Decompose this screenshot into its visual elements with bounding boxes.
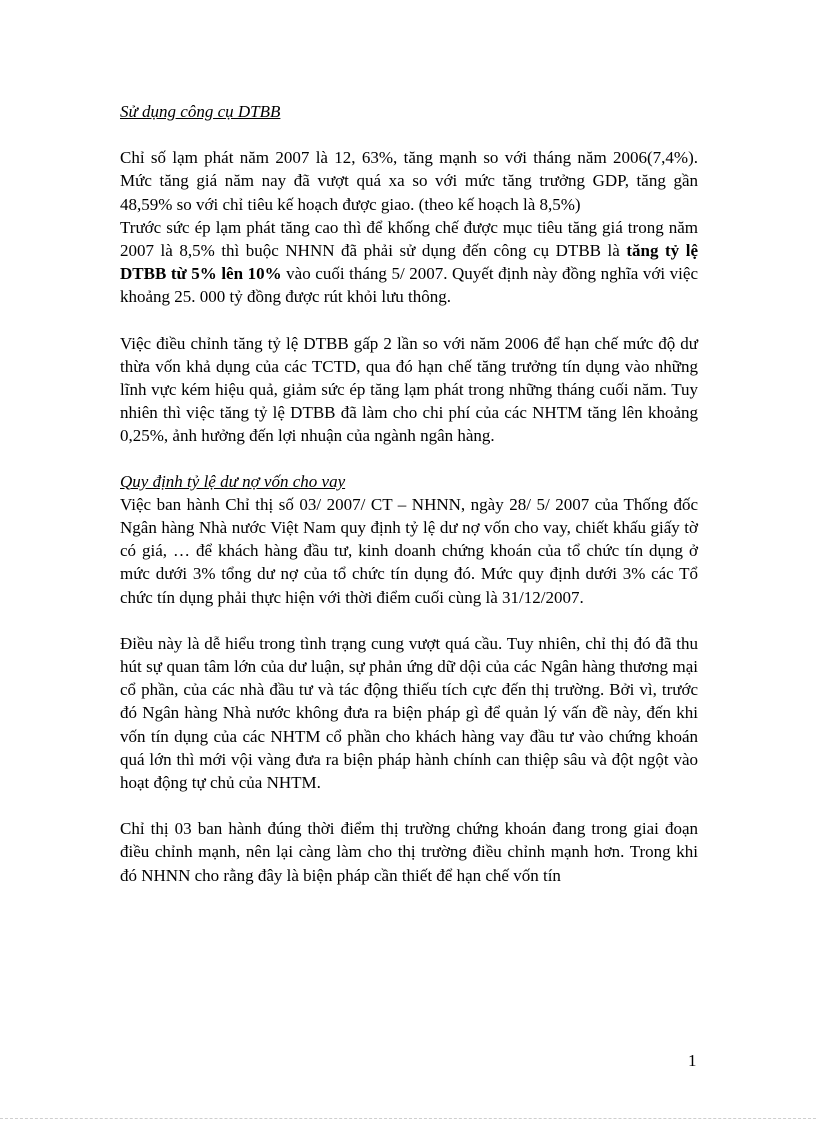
paragraph-inflation: Chỉ số lạm phát năm 2007 là 12, 63%, tăng mạnh so với tháng năm 2006(7,4%). Mức tăng giá năm nay đã vượt quá xa so với mức tăng trưởng GDP, tăng gần 48,59% so với chỉ tiêu kế hoạch được giao. (theo kế hoạch là 8,5%)	[120, 148, 698, 214]
page-number: 1	[688, 1051, 697, 1070]
paragraph-dtbb-effect: Việc điều chỉnh tăng tỷ lệ DTBB gấp 2 lần so với năm 2006 để hạn chế mức độ dư thừa vốn khả dụng của các TCTD, qua đó hạn chế tăng trưởng tín dụng vào những lĩnh vực kém hiệu quả, giảm sức ép tăng lạm phát trong những tháng cuối năm. Tuy nhiên thì việc tăng tỷ lệ DTBB đã làm cho chi phí của các NHTM tăng lên khoảng 0,25%, ảnh hưởng đến lợi nhuận của ngành ngân hàng.	[120, 333, 698, 446]
paragraph-directive-timing: Chỉ thị 03 ban hành đúng thời điểm thị trường chứng khoán đang trong giai đoạn điều chỉnh mạnh, nên lại càng làm cho thị trường điều chỉnh mạnh hơn. Trong khi đó NHNN cho rằng đây là biện pháp cần thiết để hạn chế vốn tín	[120, 819, 698, 885]
paragraph-reaction: Điều này là dễ hiểu trong tình trạng cung vượt quá cầu. Tuy nhiên, chỉ thị đó đã thu hút sự quan tâm lớn của dư luận, sự phản ứng dữ dội của các Ngân hàng thương mại cổ phần, của các nhà đầu tư và tác động thiếu tích cực đến thị trường. Bởi vì, trước đó Ngân hàng Nhà nước không đưa ra biện pháp gì để quản lý vấn đề này, đến khi vốn tín dụng của các NHTM cổ phần cho khách hàng vay đầu tư vào chứng khoán quá lớn thì mới vội vàng đưa ra biện pháp hành chính can thiệp sâu và đột ngột vào hoạt động tự chủ của NHTM.	[120, 633, 698, 793]
bold-emphasis: tăng tỷ lệ DTBB từ 5% lên 10%	[120, 241, 698, 284]
paragraph-text: Trước sức ép lạm phát tăng cao thì để khống chế được mục tiêu tăng giá trong năm 2007 là 8,5% thì buộc NHNN đã phải sử dụng đến công cụ DTBB là	[120, 217, 698, 261]
paragraph-directive: Việc ban hành Chỉ thị số 03/ 2007/ CT – NHNN, ngày 28/ 5/ 2007 của Thống đốc Ngân hàng Nhà nước Việt Nam quy định tỷ lệ dư nợ vốn cho vay, chiết khấu giấy tờ có giá, … để khách hàng đầu tư, kinh doanh chứng khoán của tổ chức tín dụng ở mức dưới 3% tổng dư nợ của tổ chức tín dụng đó. Mức quy định dưới 3% các Tổ chức tín dụng phải thực hiện với thời điểm cuối cùng là 31/12/2007.	[120, 494, 698, 607]
section-heading-dtbb: Sử dụng công cụ DTBB	[120, 102, 281, 121]
page-bottom-divider	[0, 1118, 816, 1120]
section-heading-loan-ratio: Quy định tỷ lệ dư nợ vốn cho vay	[120, 471, 346, 491]
paragraph-dtbb-increase	[120, 216, 698, 309]
paragraph-text: vào cuối tháng 5/ 2007. Quyết định này đồng nghĩa với việc khoảng 25. 000 tỷ đồng được rút khỏi lưu thông.	[120, 264, 698, 307]
document-page	[120, 100, 698, 887]
